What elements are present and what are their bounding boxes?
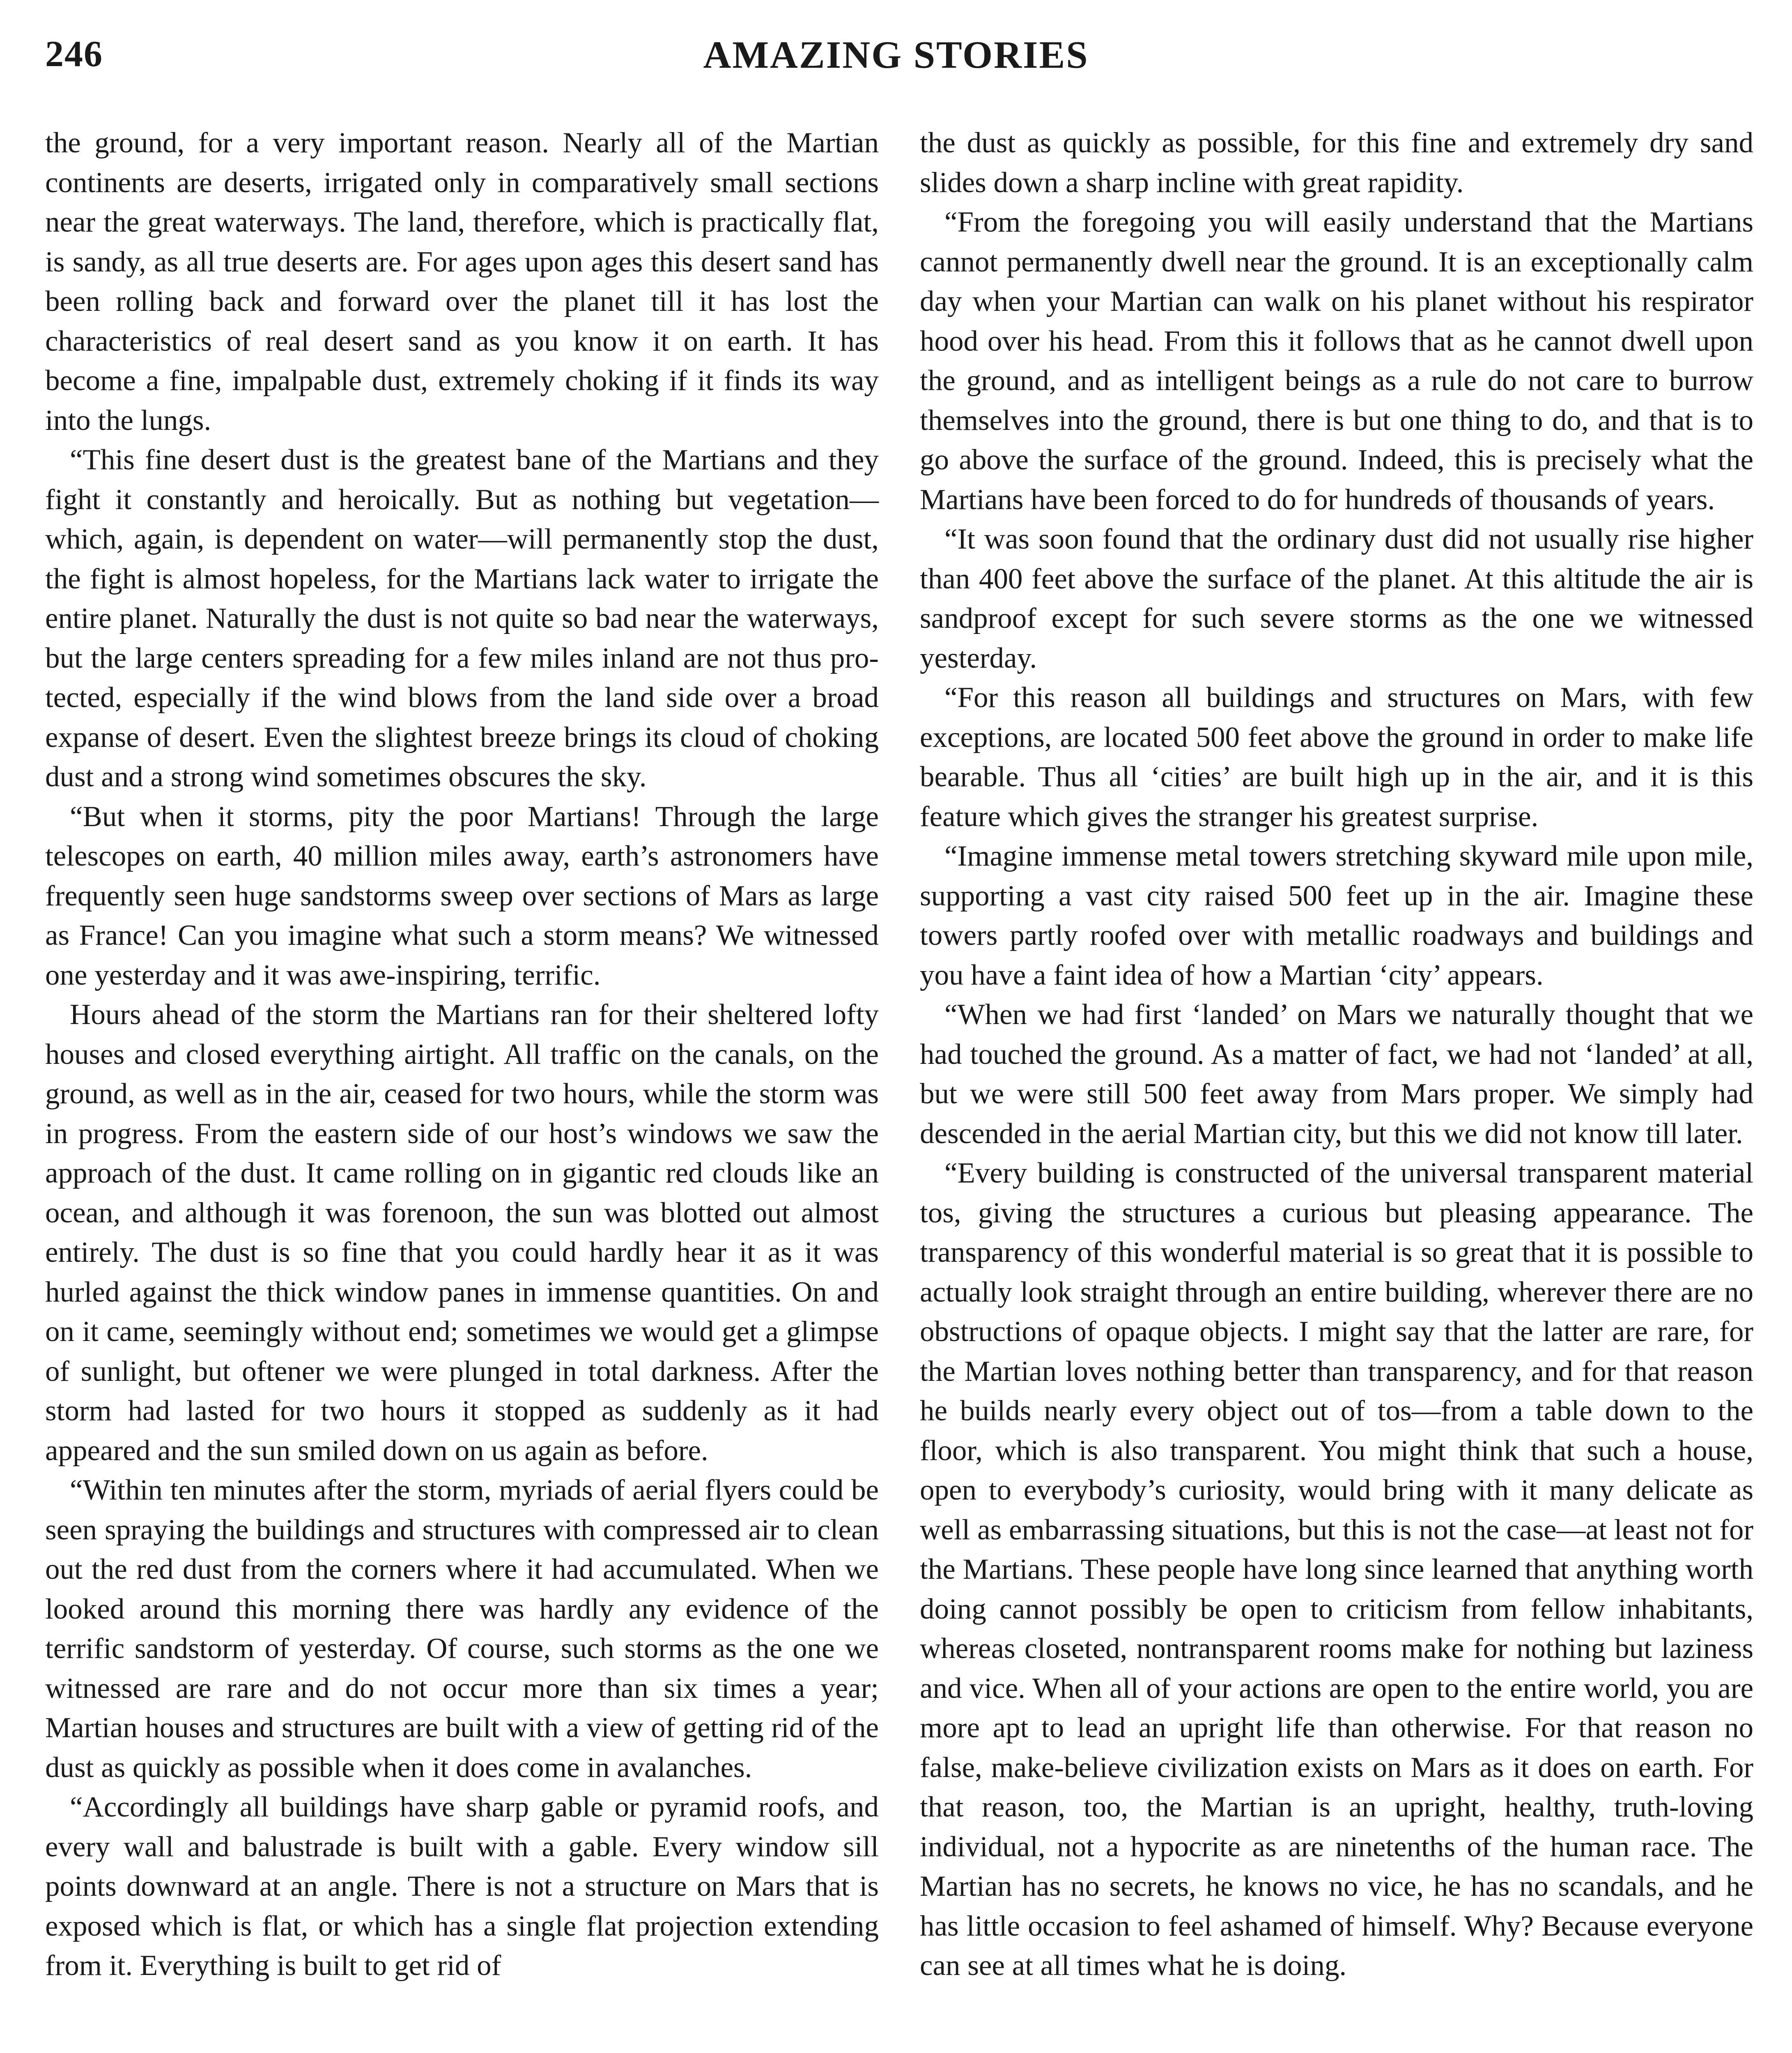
page-header [45,33,1747,90]
paragraph: “Within ten minutes after the storm, myriads of aerial flyers could be seen spraying the buildings and structures with compressed air to clean out the red dust from the corners where it had accumulated. When we looked around this morning there was hardly any evidence of the terrific sandstorm of yesterday. Of course, such storms as the one we witnessed are rare and do not occur more than six times a year; Martian houses and structures are built with a view of getting rid of the dust as quickly as possible when it does come in avalanches. [45,1474,879,1784]
paragraph: “From the foregoing you will easily understand that the Martians cannot permanently dwell near the ground. It is an exceptionally calm day when your Martian can walk on his planet without his respirator hood over his head. From this it follows that as he cannot dwell upon the ground, and as intelligent beings as a rule do not care to burrow themselves into the ground, there is but one thing to do, and that is to go above the surface of the ground. Indeed, this is precisely what the Martians have been forced to do for hundreds of thousands of years. [920,206,1753,516]
paragraph: the dust as quickly as possible, for this fine and extremely dry sand slides down a sharp incline with great rapidity. [920,127,1753,199]
paragraph: the ground, for a very important reason. Nearly all of the Martian continents are deserts, irrigated only in comparatively small sections near the great waterways. The land, therefore, which is practically flat, is sandy, as all true deserts are. For ages upon ages this desert sand has been rolling back and forward over the planet till it has lost the characteristics of real desert sand as you know it on earth. It has become a fine, impalpable dust, extremely choking if it finds its way into the lungs. [45,127,879,436]
paragraph: “For this reason all buildings and structures on Mars, with few exceptions, are located 500 feet above the ground in order to make life bearable. Thus all ‘cities’ are built high up in the air, and it is this feature which gives the stranger his greatest surprise. [920,682,1753,833]
paragraph: “Imagine immense metal towers stretching skyward mile upon mile, supporting a vast city raised 500 feet up in the air. Imagine these towers partly roofed over with metallic roadways and buildings and you have a faint idea of how a Martian ‘city’ appears. [920,840,1753,991]
left-column [45,123,879,1986]
paragraph: “It was soon found that the ordinary dust did not usually rise higher than 400 feet above the surface of the planet. At this altitude the air is sandproof except for such severe storms as the one we witnessed yesterday. [920,523,1753,674]
page-number: 246 [45,34,103,74]
paragraph: “This fine desert dust is the greatest bane of the Martians and they fight it constantly and heroically. But as nothing but vegetation—which, again, is dependent on water—will permanently stop the dust, the fight is almost hopeless, for the Martians lack water to irrigate the entire planet. Naturally the dust is not quite so bad near the waterways, but the large centers spreading for a few miles inland are not thus protected, especially if the wind blows from the land side over a broad expanse of desert. Even the slightest breeze brings its cloud of choking dust and a strong wind sometimes obscures the sky. [45,444,879,793]
paragraph: Hours ahead of the storm the Martians ran for their sheltered lofty houses and closed everything airtight. All traffic on the canals, on the ground, as well as in the air, ceased for two hours, while the storm was in progress. From the eastern side of our host’s windows we saw the approach of the dust. It came rolling on in gigantic red clouds like an ocean, and although it was forenoon, the sun was blotted out almost entirely. The dust is so fine that you could hardly hear it as it was hurled against the thick window panes in immense quantities. On and on it came, seemingly without end; sometimes we would get a glimpse of sunlight, but oftener we were plunged in total darkness. After the storm had lasted for two hours it stopped as suddenly as it had appeared and the sun smiled down on us again as before. [45,999,879,1467]
paragraph: “But when it storms, pity the poor Martians! Through the large telescopes on earth, 40 million miles away, earth’s astronomers have frequently seen huge sandstorms sweep over sections of Mars as large as France! Can you imagine what such a storm means? We witnessed one yesterday and it was awe-inspiring, terrific. [45,800,879,991]
paragraph: “Every building is constructed of the universal transparent material tos, giving the structures a curious but pleasing appearance. The transparency of this wonderful material is so great that it is possible to actually look straight through an entire building, wherever there are no obstructions of opaque objects. I might say that the latter are rare, for the Martian loves nothing better than transparency, and for that reason he builds nearly every object out of tos—from a table down to the floor, which is also transparent. You might think that such a house, open to everybody’s curiosity, would bring with it many delicate as well as embarrassing situations, but this is not the case—at least not for the Martians. These people have long since learned that anything worth doing cannot possibly be open to criticism from fellow inhabitants, whereas closeted, nontransparent rooms make for nothing but laziness and vice. When all of your actions are open to the entire world, you are more apt to lead an upright life than otherwise. For that reason no false, make-believe civilization exists on Mars as it does on earth. For that reason, too, the Martian is an upright, healthy, truth-loving individual, not a hypocrite as are ninetenths of the human race. The Martian has no secrets, he knows no vice, he has no scandals, and he has little occasion to feel ashamed of himself. Why? Because everyone can see at all times what he is doing. [920,1157,1753,1982]
magazine-title: AMAZING STORIES [703,34,1089,76]
right-column [920,123,1753,1986]
paragraph: “When we had first ‘landed’ on Mars we naturally thought that we had touched the ground. As a matter of fact, we had not ‘landed’ at all, but we were still 500 feet away from Mars proper. We simply had descended in the aerial Martian city, but this we did not know till later. [920,999,1753,1150]
paragraph: “Accordingly all buildings have sharp gable or pyramid roofs, and every wall and balustrade is built with a gable. Every window sill points downward at an angle. There is not a structure on Mars that is exposed which is flat, or which has a single flat projection extending from it. Everything is built to get rid of [45,1791,879,1982]
